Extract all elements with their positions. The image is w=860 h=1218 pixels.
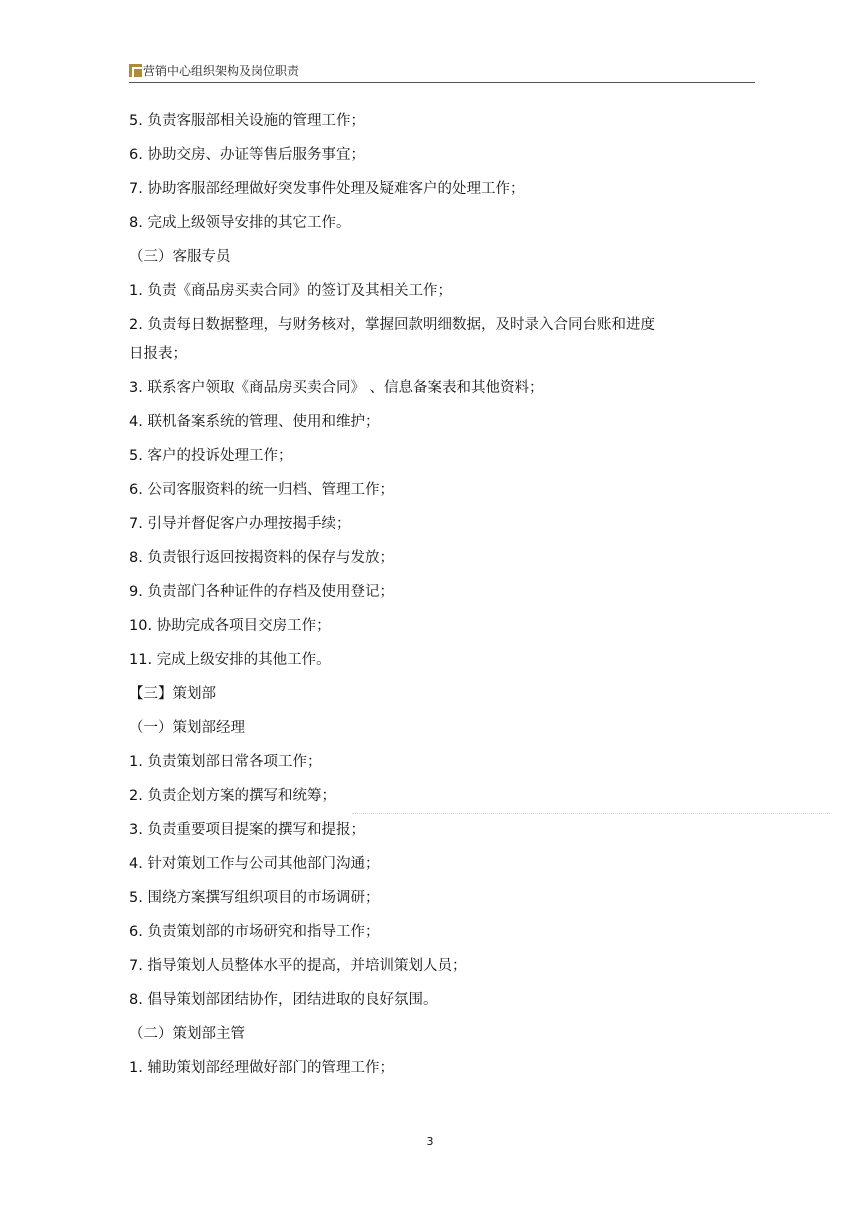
body-line: 8. 完成上级领导安排的其它工作。 (129, 215, 351, 231)
body-line: 1. 负责策划部日常各项工作； (129, 754, 322, 770)
body-line: 10. 协助完成各项目交房工作； (129, 618, 331, 634)
section-heading: （一）策划部经理 (129, 720, 245, 736)
header-title: 营销中心组织架构及岗位职责 (143, 64, 300, 78)
body-line: 5. 客户的投诉处理工作； (129, 448, 293, 464)
body-line: 2. 负责企划方案的撰写和统筹； (129, 788, 336, 804)
body-line: 3. 联系客户领取《商品房买卖合同》 、信息备案表和其他资料； (129, 380, 544, 396)
body-line: 4. 联机备案系统的管理、使用和维护； (129, 414, 380, 430)
body-line: 8. 负责银行返回按揭资料的保存与发放； (129, 550, 394, 566)
body-line: 2. 负责每日数据整理，与财务核对，掌握回款明细数据，及时录入合同台账和进度 (129, 317, 655, 333)
body-line: 7. 协助客服部经理做好突发事件处理及疑难客户的处理工作； (129, 181, 525, 197)
body-line: 11. 完成上级安排的其他工作。 (129, 652, 331, 668)
body-line-continuation: 日报表； (129, 346, 187, 362)
section-heading: （三）客服专员 (129, 249, 231, 265)
body-line: 9. 负责部门各种证件的存档及使用登记； (129, 584, 394, 600)
body-line: 4. 针对策划工作与公司其他部门沟通； (129, 856, 380, 872)
body-line: 6. 公司客服资料的统一归档、管理工作； (129, 482, 394, 498)
body-line: 5. 围绕方案撰写组织项目的市场调研； (129, 890, 380, 906)
section-heading: （二）策划部主管 (129, 1026, 245, 1042)
body-line: 6. 协助交房、办证等售后服务事宜； (129, 147, 365, 163)
body-line: 6. 负责策划部的市场研究和指导工作； (129, 924, 380, 940)
body-line: 3. 负责重要项目提案的撰写和提报； (129, 822, 365, 838)
body-line: 5. 负责客服部相关设施的管理工作； (129, 113, 365, 129)
body-line: 8. 倡导策划部团结协作，团结进取的良好氛围。 (129, 992, 438, 1008)
body-line: 1. 负责《商品房买卖合同》的签订及其相关工作； (129, 283, 452, 299)
body-line: 7. 指导策划人员整体水平的提高，并培训策划人员； (129, 958, 467, 974)
dotted-divider (352, 813, 830, 814)
body-line: 7. 引导并督促客户办理按揭手续； (129, 516, 351, 532)
gold-frame-logo-icon (129, 64, 142, 77)
document-body (129, 111, 729, 1092)
body-line: 1. 辅助策划部经理做好部门的管理工作； (129, 1060, 394, 1076)
page-header (129, 62, 755, 83)
department-heading: 【三】策划部 (129, 686, 216, 702)
page-number: 3 (426, 1135, 434, 1148)
